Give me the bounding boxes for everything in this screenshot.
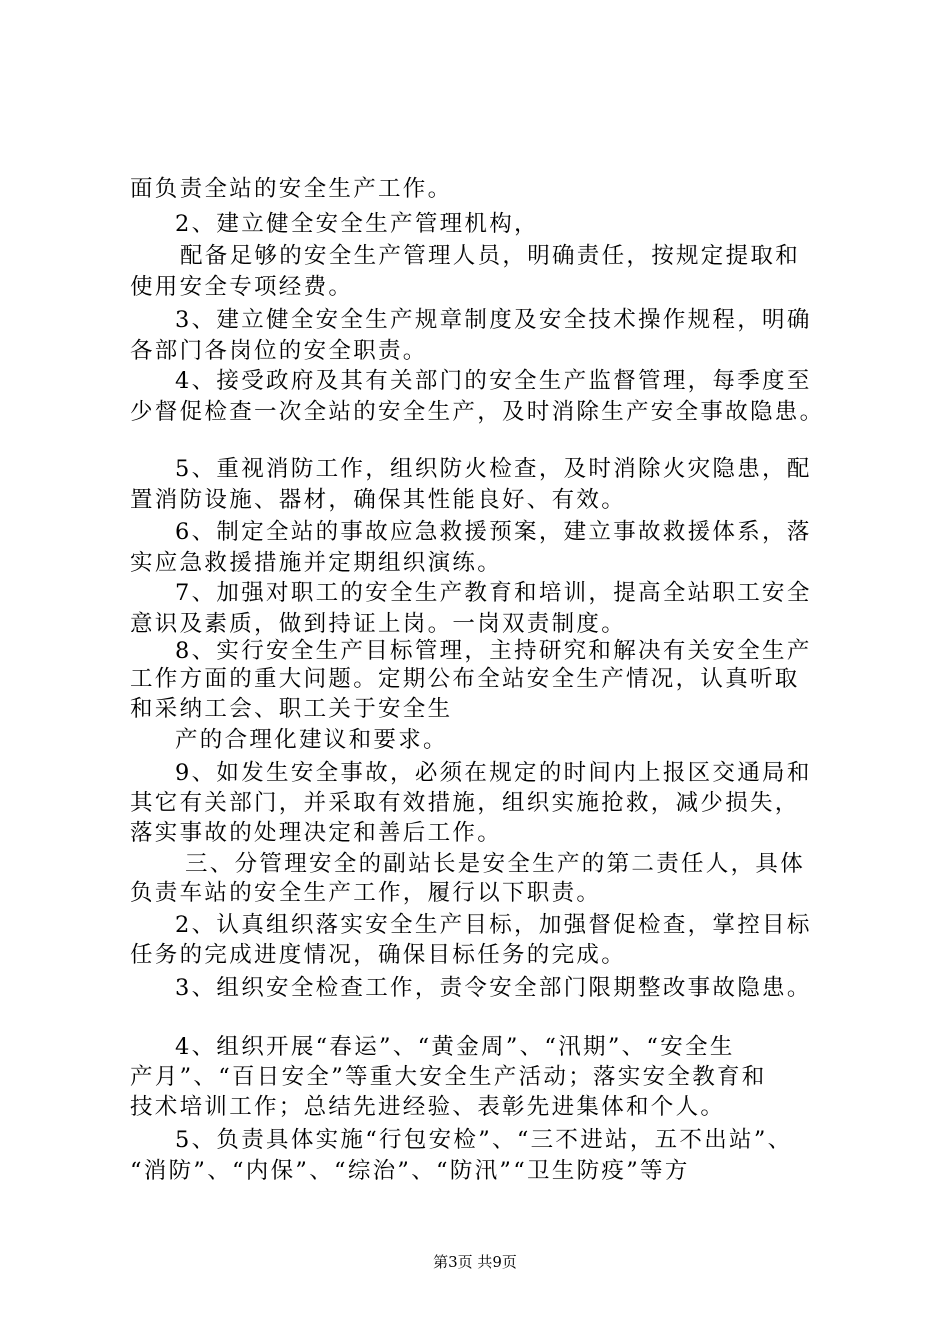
text-line: 使用安全专项经费。 <box>130 274 354 300</box>
text-line: 面负责全站的安全生产工作。 <box>130 176 453 202</box>
text-line: “消防”、“内保”、“综治”、“防汛”“卫生防疫”等方 <box>130 1158 690 1184</box>
text-line: 5、负责具体实施“行包安检”、“三不进站，五不出站”、 <box>175 1127 793 1153</box>
page-number-footer: 第3页 共9页 <box>433 1253 517 1271</box>
text-line: 2、认真组织落实安全生产目标，加强督促检查，掌控目标 <box>175 912 812 938</box>
text-line: 少督促检查一次全站的安全生产，及时消除生产安全事故隐患。 <box>130 399 825 425</box>
text-line: 意识及素质，做到持证上岗。一岗双责制度。 <box>130 611 627 637</box>
text-line: 8、实行安全生产目标管理，主持研究和解决有关安全生产 <box>175 638 812 664</box>
text-line: 配备足够的安全生产管理人员，明确责任，按规定提取和 <box>180 243 801 269</box>
text-line: 和采纳工会、职工关于安全生 <box>130 696 453 722</box>
text-line: 技术培训工作；总结先进经验、表彰先进集体和个人。 <box>130 1094 726 1120</box>
text-line: 3、建立健全安全生产规章制度及安全技术操作规程，明确 <box>175 307 812 333</box>
text-line: 实应急救援措施并定期组织演练。 <box>130 550 503 576</box>
text-line: 4、组织开展“春运”、“黄金周”、“汛期”、“安全生 <box>175 1034 735 1060</box>
text-line: 任务的完成进度情况，确保目标任务的完成。 <box>130 942 627 968</box>
text-line: 产的合理化建议和要求。 <box>175 727 448 753</box>
text-line: 6、制定全站的事故应急救援预案，建立事故救援体系，落 <box>175 519 812 545</box>
text-line: 5、重视消防工作，组织防火检查，及时消除火灾隐患，配 <box>175 456 812 482</box>
text-line: 2、建立健全安全生产管理机构， <box>175 211 539 237</box>
text-line: 三、分管理安全的副站长是安全生产的第二责任人，具体 <box>185 851 806 877</box>
text-line: 各部门各岗位的安全职责。 <box>130 338 428 364</box>
text-line: 工作方面的重大问题。定期公布全站安全生产情况，认真听取 <box>130 666 800 692</box>
text-line: 3、组织安全检查工作，责令安全部门限期整改事故隐患。 <box>175 975 812 1001</box>
text-line: 4、接受政府及其有关部门的安全生产监督管理，每季度至 <box>175 368 812 394</box>
text-line: 9、如发生安全事故，必须在规定的时间内上报区交通局和 <box>175 760 812 786</box>
text-line: 负责车站的安全生产工作，履行以下职责。 <box>130 880 602 906</box>
text-line: 7、加强对职工的安全生产教育和培训，提高全站职工安全 <box>175 580 812 606</box>
text-line: 其它有关部门，并采取有效措施，组织实施抢救，减少损失， <box>130 790 800 816</box>
text-line: 落实事故的处理决定和善后工作。 <box>130 820 503 846</box>
text-line: 置消防设施、器材，确保其性能良好、有效。 <box>130 487 627 513</box>
text-line: 产月”、“百日安全”等重大安全生产活动；落实安全教育和 <box>130 1064 767 1090</box>
